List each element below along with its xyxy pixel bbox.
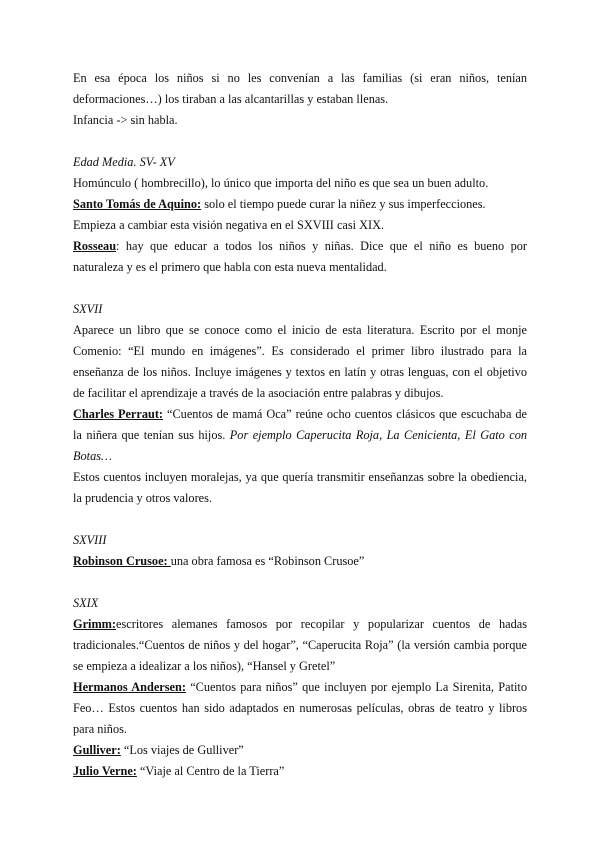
- gulliver-name: Gulliver:: [73, 743, 121, 757]
- perrault-name: Charles Perraut:: [73, 407, 164, 421]
- grimm-paragraph: [73, 614, 527, 677]
- crusoe-name: Robinson Crusoe:: [73, 554, 171, 568]
- spacer: [73, 131, 527, 152]
- rosseau-name: Rosseau: [73, 239, 117, 253]
- rosseau-text: : hay que educar a todos los niños y niñas. Dice que el niño es bueno por naturaleza y es el primero que habla con esta nueva mentalidad.: [73, 239, 527, 274]
- perrault-paragraph: [73, 404, 527, 467]
- grimm-name: Grimm:: [73, 617, 117, 631]
- perrault-text: “Cuentos de mamá Oca” reúne ocho cuentos clásicos que escuchaba de la niñera que tenían sus hijos.: [73, 407, 527, 442]
- andersen-paragraph: [73, 677, 527, 740]
- spacer: [73, 509, 527, 530]
- moralejas-paragraph: Estos cuentos incluyen moralejas, ya que quería transmitir enseñanzas sobre la obediencia, la prudencia y otros valores.: [73, 470, 527, 505]
- gulliver-paragraph: [73, 740, 527, 761]
- vision-paragraph: Empieza a cambiar esta visión negativa en el SXVIII casi XIX.: [73, 218, 385, 232]
- gulliver-text: “Los viajes de Gulliver”: [120, 743, 244, 757]
- spacer: [73, 572, 527, 593]
- andersen-name: Hermanos Andersen:: [73, 680, 186, 694]
- spacer: [73, 278, 527, 299]
- section-heading-sxviii: SXVIII: [73, 533, 107, 547]
- intro-paragraph: En esa época los niños si no les convenían a las familias (si eran niños, tenían deformaciones…) los tiraban a las alcantarillas y estaban llenas.: [73, 71, 527, 106]
- document-page: [73, 68, 527, 782]
- verne-name: Julio Verne:: [73, 764, 137, 778]
- perrault-examples: Por ejemplo Caperucita Roja, La Cenicienta, El Gato con Botas…: [73, 428, 527, 463]
- andersen-text: “Cuentos para niños” que incluyen por ejemplo La Sirenita, Patito Feo… Estos cuentos han sido adaptados en numerosas películas, obras de teatro y libros para niños.: [73, 680, 527, 736]
- section-heading-sxix: SXIX: [73, 596, 99, 610]
- verne-text: “Viaje al Centro de la Tierra”: [136, 764, 285, 778]
- section-heading-sxvii: SXVII: [73, 302, 103, 316]
- santo-tomas-paragraph: [73, 194, 527, 215]
- santo-tomas-name: Santo Tomás de Aquino:: [73, 197, 202, 211]
- crusoe-paragraph: [73, 551, 527, 572]
- rosseau-paragraph: [73, 236, 527, 278]
- homunculo-paragraph: Homúnculo ( hombrecillo), lo único que importa del niño es que sea un buen adulto.: [73, 176, 489, 190]
- section-heading-edad-media: Edad Media. SV- XV: [73, 155, 175, 169]
- crusoe-text: una obra famosa es “Robinson Crusoe”: [170, 554, 365, 568]
- santo-tomas-text: solo el tiempo puede curar la niñez y sus imperfecciones.: [201, 197, 486, 211]
- verne-paragraph: [73, 761, 527, 782]
- grimm-text: escritores alemanes famosos por recopilar y popularizar cuentos de hadas tradicionales.“Cuentos de niños y del hogar”, “Caperucita Roja” (la versión cambia porque se empieza a idealizar a los niños), “Hansel y Gretel”: [73, 617, 527, 673]
- comenio-paragraph: Aparece un libro que se conoce como el inicio de esta literatura. Escrito por el monje Comenio: “El mundo en imágenes”. Es considerado el primer libro ilustrado para la enseñanza de los niños. Incluye imágenes y textos en latín y otras lenguas, con el objetivo de facilitar el aprendizaje a través de la asociación entre palabras y dibujos.: [73, 323, 527, 400]
- intro-line: Infancia -> sin habla.: [73, 113, 178, 127]
